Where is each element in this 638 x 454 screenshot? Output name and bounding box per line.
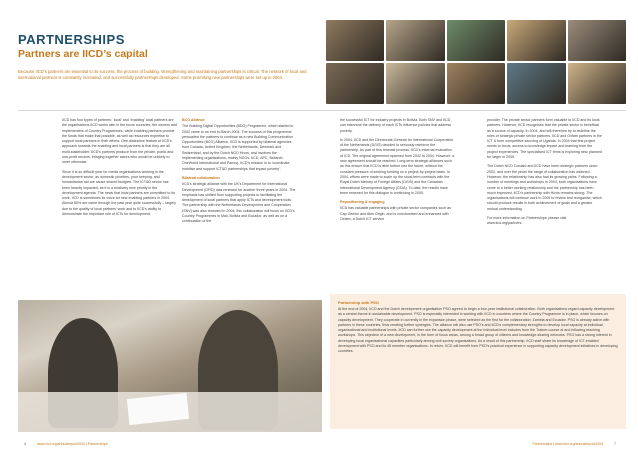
photo-tile — [568, 63, 626, 104]
text-column-4 — [487, 118, 602, 231]
text-column-3 — [340, 118, 455, 226]
footer-link-right[interactable]: Partnerships | www.iicd.org/annualreport2004 — [532, 442, 604, 446]
footer-right — [533, 442, 617, 446]
paragraph: IICD’s strategic alliance with the UK’s Department for International Development (DFID) was renewed for another three years in 2004. The emphasis has shifted from supporting projects to facilitating the development of local partners that apply ICTs and development tools. The partnership with the Netherlands Development and Cooperation (SNV) was also renewed in 2004; this collaboration will focus on IICD’s Country Programmes in Mali, Bolivia and Ecuador, as well as on a continuation of the — [182, 182, 296, 224]
paragraph: In 2004, IICD and the Directorate-General for International Cooperation of the Netherlands (DGIS) decided to seriously reinforce the partnership. As part of this renewal process, IICD’s external evaluation of ICD. The original agreement spanned from 2002 to 2004. However, a new agreement should be reached. Long-term strategic alliances such as this ensure that IICD is able further into the future, without the constant pressure of seeking funding on a project-by-project basis. In 2004, efforts were made to scale up the short-term contracts with the Royal Dutch Ministry of Foreign Affairs (DGIS) and the Canadian International Development Agency (CIDA). To date, the results have been renewed for this dialogue is continuing in 2005. — [340, 137, 455, 195]
photo-tile — [386, 20, 444, 61]
signing-photo — [18, 300, 322, 432]
photo-tile — [568, 20, 626, 61]
photo-tile — [386, 63, 444, 104]
footer-link-left[interactable]: www.iicd.org/annualreport2004 | Partnerships — [36, 442, 108, 446]
section-heading: Bilateral collaboration — [182, 175, 220, 180]
box-heading: Partnership with PSO — [338, 300, 379, 305]
photo-tile — [447, 63, 505, 104]
paragraph: the successful ICT for industry projects in Bolivia. Both SNV and IICD can intervene the delivery of each ICTs influence policies that address poverty. — [340, 118, 452, 133]
divider — [18, 110, 626, 111]
photo-grid — [326, 20, 626, 104]
paragraph: The Building Digital Opportunities (BDO) Programme, which started in 2002 came to an end in March 2004. The success of this programme persuaded the partners to continue as a new Building Communication Opportunities (BCO) Alliance. IICD is supported by bilateral agencies from Canada, United Kingdom, the Netherlands, Denmark and Switzerland, and by the Dutch NGO Hivos, and involves the implementing organisations, mainly NGOs. IICD, APC, Bellanet, OneWorld International and Panos). IICD’s mission is to ‘coordinate, mobilise and support ICT&D partnerships that impact poverty’. — [182, 124, 294, 171]
photo-tile — [507, 63, 565, 104]
page-number-right: 7 — [614, 442, 616, 446]
text-column-2 — [182, 118, 297, 229]
page-number-left: 4 — [24, 442, 26, 446]
page-subtitle: Partners are IICD’s capital — [18, 48, 148, 60]
box-body: At the end of 2004, IICD and the Dutch development organisation PSO agreed to begin a four-year institutional collaboration. Both organisations regard capacity development as a central theme in sustainable development. PSO is especially interested in working with IICD in countries where the Country Programme is in place, which focuses on capacity development. They cooperate in currently in the expansion phase, were selected as the first for the collaboration: Zambia and Ecuador. PSO is already active with partners in these countries, thus creating further synergies. The alliance will also use PSO’s and IICD’s complementary strengths to develop local capacity at individual, organisational and institutional levels. IICD can further use the capacity development at the individual level includes from the Trainer-course at and following teaching workshops. This objective of a new development, in the form of focus areas, among a broad group of citizens and knowledge-sharing networks. PSO has a strong interest in developing local organisational capacities particularly among civil society organisations. As a result of this partnership, IICD staff share its knowledge of ICT-enabled development with PSO and its 45 member organisations. In return, IICD will benefit from PSO’s practical experience in supporting capacity development initiatives in developing countries. — [338, 307, 618, 354]
page-title: PARTNERSHIPS — [18, 32, 125, 47]
paragraph: For more information on Partnerships, please visit www.iicd.org/partners. — [487, 216, 567, 226]
section-heading: BCO Alliance — [182, 118, 205, 122]
paragraph: IICD has valuable partnerships with private sector companies such as Cap Gemini and Atos Origin, and is corroborated and enhanced with Oxfam, a Dutch ICT service — [340, 206, 451, 222]
footer-left — [24, 442, 108, 446]
paragraph: provider. The private sector partners form valuable to IICD and its local partners. However, IICD recognises that the private sector is beneficial as a source of capacity. In 2004, and will therefore try to redefine the roles of strategic private sector partners. IICD and Oxfam partners in the ICT & form competitive sourcing of Uganda. In 2004 that first project needs to focus, access to knowledge impact and learning from the project experiences. The specialised ICT firms is exploring new, planned for larger in 2005. — [487, 118, 602, 160]
paragraph: The Dutch NGO Cordaid and IICD have been strategic partners since 2002, and over the years the range of collaboration has widened. However, the relationship has also had its growing pains. Following a number of meetings and workshops in 2004, both organisations have come to a better working relationship and the partnership has been much improved. IICD’s partnership with Hivos remains strong. The organisations will continue work in 2005 to review and reorganise, which should produce results in both achievement of goals and a greater mutual understanding. — [487, 164, 602, 211]
text-column-1 — [62, 118, 177, 221]
paragraph: IICD has four types of partners: ‘local’ and ‘enabling’ local partners are the organisations IICD works with in the focus countries, the owners and implementers of Country Programmes, while enabling partners provide the funds that make that possible, as well as resources expertise to support local partners in their efforts. One distinctive feature of IICD’s approach towards the enabling and local partners is that they are all multi-stakeholder. IICD’s partners produce from the private, public and non-profit sectors, bringing together actors who would be unlikely to meet otherwise. — [62, 118, 177, 165]
photo-tile — [447, 20, 505, 61]
photo-tile — [326, 20, 384, 61]
paragraph: Since it is so difficult year for media organisations working in the development sector, as domestic priorities, poor keeping, and humanitarian aid are cause shared budgets. The ICT&D sector has been heavily impacted, as it is a relatively new priority in the development agenda. The news that local partners are committed to its work, IICD is sometimes its voice for new enabling partners in 2004. Almost 80% are came through the past year quite successfully – largely due to the quality of local partners’ work and to IICD’s ability to demonstrate the important role of ICTs for development. — [62, 169, 176, 217]
photo-tile — [507, 20, 565, 61]
pso-partnership-box — [330, 294, 626, 429]
photo-tile — [326, 63, 384, 104]
section-heading: Repositioning & engaging — [340, 200, 385, 205]
intro-text: Because IICD’s partners are essential to its success, the process of building, strengthening and maintaining partnerships is critical. The network of local and international partners is constantly increased, and successfully partnerships developed. Some promising new partnerships were set up in 2004. — [18, 69, 307, 80]
